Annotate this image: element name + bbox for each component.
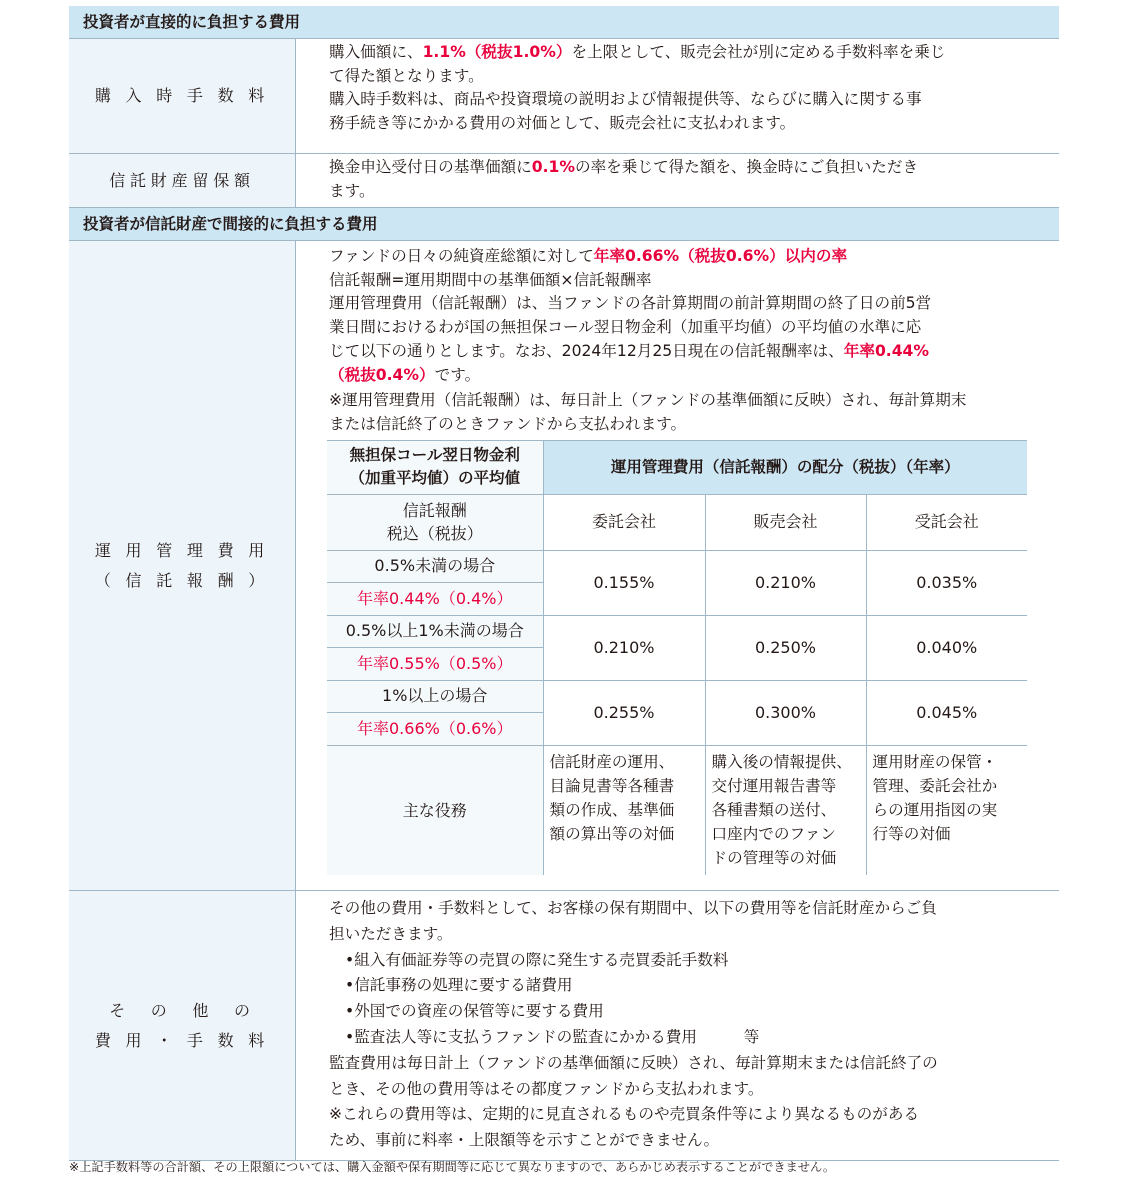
value-cell: 0.155% [543, 550, 705, 615]
purchase-fee-text [329, 41, 1043, 136]
value-cell: 0.250% [705, 615, 866, 680]
subheader-line: 信託報酬 [402, 501, 467, 521]
text-line: ため、事前に料率・上限額等を示すことができません。 [329, 1131, 720, 1150]
text-line [329, 292, 1049, 316]
highlight-text: 0.1% [531, 158, 575, 176]
text-segment: 務手続き等にかかる費用の対価として、販売会社に支払われます。 [329, 114, 796, 133]
role-cell-trustee [866, 745, 1027, 875]
other-intro [329, 896, 1043, 948]
rate-cell: 年率0.66%（0.6%） [327, 712, 543, 745]
trust-fee-subheader [327, 494, 543, 550]
rate-cell: 年率0.44%（0.4%） [327, 582, 543, 615]
text-line: •外国での資産の保管等に要する費用 [345, 1002, 604, 1021]
condition-cell: 0.5%以上1%未満の場合 [327, 615, 543, 647]
text-line: ※これらの費用等は、定期的に見直されるものや売買条件等により異なるものがある [329, 1105, 920, 1124]
trust-reserve-text [329, 156, 1043, 203]
section-direct-costs-header: 投資者が直接的に負担する費用 [69, 6, 1059, 39]
footer-note: ※上記手数料等の合計額、その上限額については、購入金額や保有期間等に応じて異なりますので、あらかじめ表示することができません。 [69, 1160, 836, 1174]
management-fee-note [329, 389, 1049, 436]
text-line [329, 364, 1049, 388]
text-line: とき、その他の費用等はその都度ファンドから支払われます。 [329, 1079, 764, 1098]
text-line: 口座内でのファン [711, 824, 836, 843]
value-cell: 0.255% [543, 680, 705, 745]
text-segment: 信託報酬=運用期間中の基準価額×信託報酬率 [329, 270, 652, 289]
text-line [329, 269, 1049, 293]
text-line: 信託財産の運用、 [549, 752, 675, 771]
highlight-text: （税抜0.4%） [329, 365, 435, 384]
text-line: 目論見書等各種書 [549, 776, 675, 795]
role-cell-distributor [705, 745, 866, 875]
party-trustor: 委託会社 [543, 494, 705, 550]
row-label [69, 241, 296, 890]
label-line: 費 用 ・ 手 数 料 [94, 1030, 270, 1050]
other-body [329, 1051, 1043, 1103]
text-line: 交付運用報告書等 [711, 776, 837, 795]
row-content [296, 39, 1059, 153]
text-line: らの運用指図の実 [872, 800, 998, 819]
role-label: 主な役務 [327, 745, 543, 875]
text-line: 購入後の情報提供、 [711, 752, 852, 771]
header-line: 無担保コール翌日物金利 [349, 446, 520, 465]
text-segment: を上限として、販売会社が別に定める手数料率を乗じ [571, 43, 946, 61]
text-line: 額の算出等の対価 [549, 824, 675, 843]
text-line: 類の作成、基準価 [549, 800, 675, 819]
row-content [296, 154, 1059, 207]
row-label [69, 891, 296, 1160]
text-line [329, 245, 1049, 269]
role-cell-trustor [543, 745, 705, 875]
text-line [329, 112, 1043, 136]
row-label: 購 入 時 手 数 料 [69, 39, 296, 153]
text-segment: 運用管理費用（信託報酬）は、当ファンドの各計算期間の前計算期間の終了日の前5営 [329, 294, 932, 313]
highlight-text: 1.1%（税抜1.0%） [422, 43, 572, 61]
text-line [329, 65, 1043, 89]
value-cell: 0.045% [866, 680, 1027, 745]
text-line: 担いただきます。 [329, 924, 453, 943]
text-line [329, 340, 1049, 364]
highlight-text: 年率0.66%（税抜0.6%）以内の率 [593, 247, 848, 265]
value-cell: 0.035% [866, 550, 1027, 615]
fee-allocation-table [327, 440, 1027, 876]
management-fee-text [329, 245, 1049, 387]
row-trust-reserve [69, 154, 1059, 208]
text-line [329, 316, 1049, 340]
row-management-fee [69, 241, 1059, 891]
text-line: 管理、委託会社か [872, 776, 998, 795]
text-segment: 購入価額に、 [329, 43, 423, 61]
row-label: 信託財産留保額 [69, 154, 296, 207]
value-cell: 0.210% [705, 550, 866, 615]
text-segment: 換金申込受付日の基準価額に [329, 158, 532, 176]
section-indirect-costs-header: 投資者が信託財産で間接的に負担する費用 [69, 208, 1059, 241]
text-line: その他の費用・手数料として、お客様の保有期間中、以下の費用等を信託財産からご負 [329, 899, 937, 917]
value-cell: 0.040% [866, 615, 1027, 680]
condition-cell: 1%以上の場合 [327, 680, 543, 712]
text-line: 行等の対価 [872, 824, 951, 843]
text-segment: です。 [434, 365, 481, 384]
text-segment: て得た額となります。 [329, 66, 484, 85]
other-note [329, 1102, 1043, 1154]
text-line [329, 41, 1043, 65]
text-line: 監査費用は毎日計上（ファンドの基準価額に反映）され、毎計算期末または信託終了の [329, 1053, 938, 1072]
text-segment: じて以下の通りとします。なお、2024年12月25日現在の信託報酬率は、 [329, 341, 844, 360]
header-line: （加重平均値）の平均値 [349, 469, 520, 488]
subheader-line: 税込（税抜） [386, 524, 483, 544]
row-content [296, 241, 1059, 890]
note-line: または信託終了のときファンドから支払われます。 [329, 414, 687, 433]
text-segment: の率を乗じて得た額を、換金時にご負担いただき [574, 158, 919, 176]
row-content [296, 891, 1059, 1160]
value-cell: 0.210% [543, 615, 705, 680]
allocation-header: 運用管理費用（信託報酬）の配分（税抜）（年率） [543, 440, 1027, 494]
rate-cell: 年率0.55%（0.5%） [327, 647, 543, 680]
text-line: ドの管理等の対価 [711, 848, 837, 867]
text-segment: 業日間におけるわが国の無担保コール翌日物金利（加重平均値）の平均値の水準に応 [329, 318, 922, 337]
text-line [329, 88, 1043, 112]
text-line: •信託事務の処理に要する諸費用 [345, 976, 573, 995]
condition-cell: 0.5%未満の場合 [327, 550, 543, 582]
rate-header [327, 440, 543, 494]
label-line: 運 用 管 理 費 用 [94, 540, 270, 560]
text-line: •監査法人等に支払うファンドの監査にかかる費用 等 [345, 1027, 760, 1046]
label-line: （ 信 託 報 酬 ） [94, 570, 270, 590]
row-purchase-fee [69, 39, 1059, 154]
text-line: •組入有価証券等の売買の際に発生する売買委託手数料 [345, 950, 729, 969]
party-distributor: 販売会社 [705, 494, 866, 550]
text-segment: 購入時手数料は、商品や投資環境の説明および情報提供等、ならびに購入に関する事 [329, 90, 922, 109]
value-cell: 0.300% [705, 680, 866, 745]
highlight-text: 年率0.44% [843, 341, 930, 360]
text-line: 各種書類の送付、 [711, 800, 837, 819]
text-segment: ファンドの日々の純資産総額に対して [329, 247, 594, 265]
other-bullets [329, 948, 1043, 1051]
party-trustee: 受託会社 [866, 494, 1027, 550]
label-line: そ の 他 の [109, 1000, 255, 1020]
fee-table [69, 6, 1059, 1161]
text-segment: ます。 [329, 181, 375, 200]
text-line [329, 180, 1043, 204]
note-line: ※運用管理費用（信託報酬）は、毎日計上（ファンドの基準価額に反映）され、毎計算期末 [329, 391, 967, 410]
text-line: 運用財産の保管・ [872, 752, 998, 771]
row-other-costs [69, 891, 1059, 1161]
text-line [329, 156, 1043, 180]
